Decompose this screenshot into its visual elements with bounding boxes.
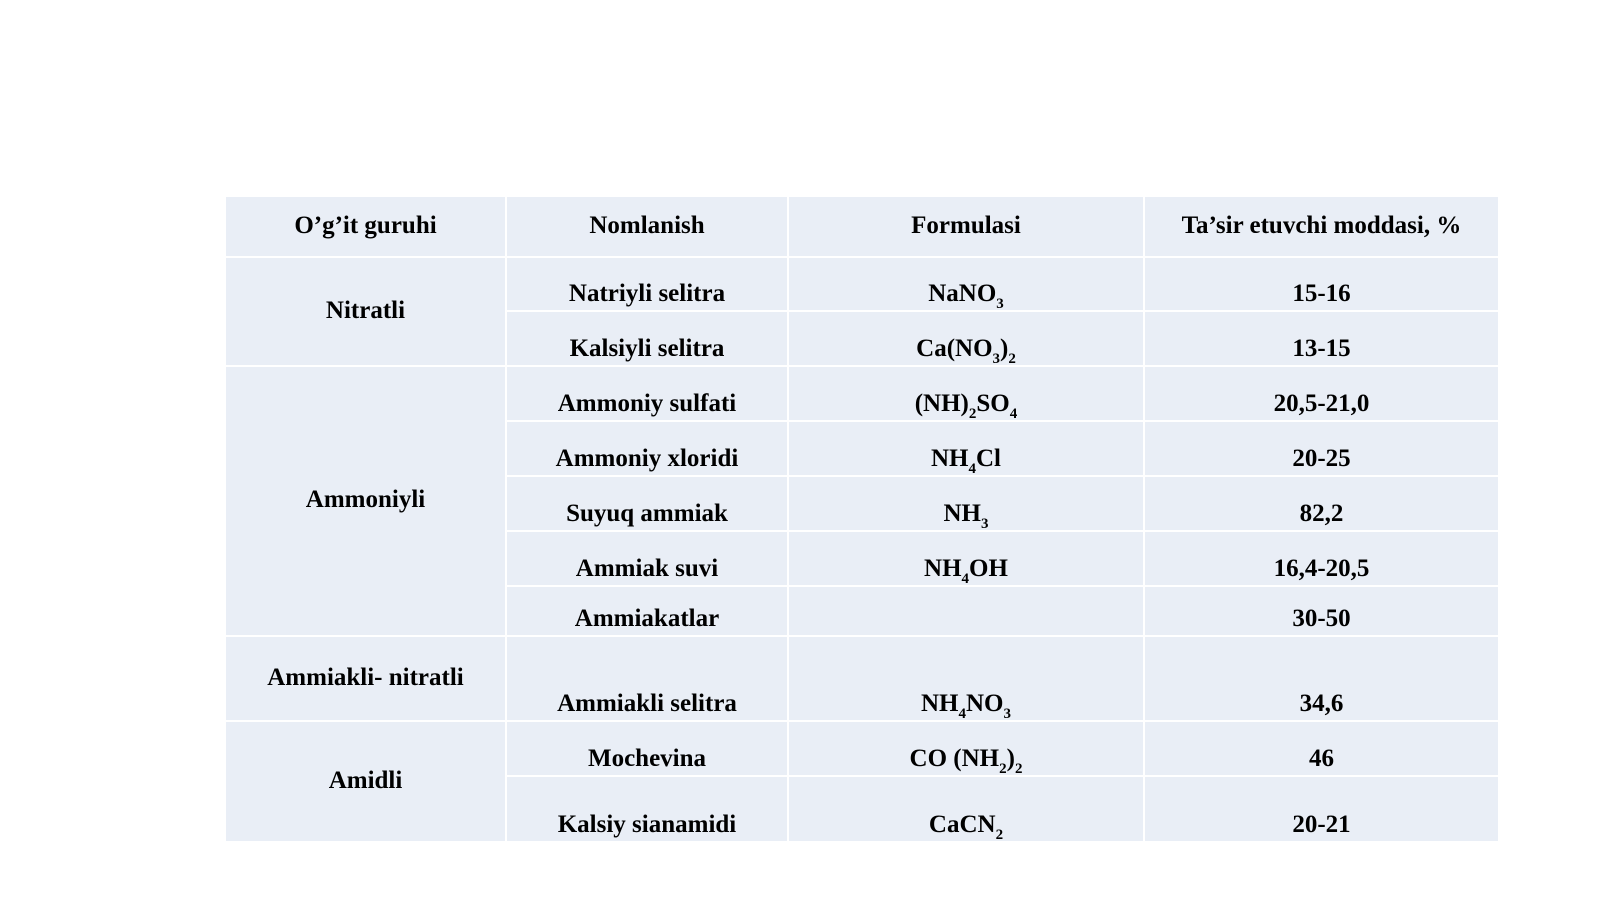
table-row [225,636,1499,721]
header-row [225,196,1499,257]
name-cell: Ammiak suvi [506,531,788,586]
formula-cell [788,586,1144,636]
formula-cell [788,636,1144,721]
formula-subscript: 4 [968,461,976,477]
formula-cell [788,257,1144,311]
group-cell: Nitratli [225,257,506,366]
formula-cell [788,421,1144,476]
name-cell: Mochevina [506,721,788,776]
formula-cell [788,721,1144,776]
formula-text: NH [924,555,962,582]
content-cell: 16,4-20,5 [1144,531,1499,586]
formula-text: NaNO [928,280,997,307]
name-cell: Ammiakli selitra [506,636,788,721]
name-cell: Ammoniy sulfati [506,366,788,421]
formula-subscript: 4 [958,706,966,722]
formula-cell [788,476,1144,531]
formula-cell [788,311,1144,366]
name-cell: Ammoniy xloridi [506,421,788,476]
formula-text: NO [966,690,1004,717]
group-cell: Amidli [225,721,506,842]
formula-text: SO [976,390,1010,417]
formula-cell [788,776,1144,842]
formula-text: CaCN [928,811,996,838]
name-cell: Ammiakatlar [506,586,788,636]
formula-subscript: 3 [992,351,1001,367]
header-name: Nomlanish [506,196,788,257]
formula-subscript: 2 [999,761,1007,777]
formula-subscript: 4 [1009,406,1018,422]
name-cell: Kalsiy sianamidi [506,776,788,842]
group-cell: Ammoniyli [225,366,506,636]
name-cell: Kalsiyli selitra [506,311,788,366]
table-row [225,366,1499,421]
fertilizer-table [224,195,1500,843]
content-cell: 82,2 [1144,476,1499,531]
content-cell: 20,5-21,0 [1144,366,1499,421]
table-row [225,257,1499,311]
formula-cell [788,366,1144,421]
name-cell: Natriyli selitra [506,257,788,311]
formula-cell [788,531,1144,586]
formula-subscript: 2 [1008,351,1016,367]
formula-subscript: 3 [996,296,1004,312]
header-formula: Formulasi [788,196,1144,257]
content-cell: 34,6 [1144,636,1499,721]
formula-text: CO (NH [909,745,1000,772]
header-group: O’g’it guruhi [225,196,506,257]
formula-subscript: 4 [961,571,970,587]
formula-text: NH [921,690,959,717]
formula-text: Ca(NO [916,335,993,362]
formula-subscript: 3 [981,516,989,532]
formula-subscript: 2 [968,406,977,422]
formula-subscript: 2 [1014,761,1023,777]
content-cell: 15-16 [1144,257,1499,311]
content-cell: 46 [1144,721,1499,776]
content-cell: 30-50 [1144,586,1499,636]
formula-text: OH [969,555,1008,582]
formula-text: NH [943,500,981,527]
formula-text: (NH) [914,390,969,417]
content-cell: 20-21 [1144,776,1499,842]
table-body [225,257,1499,842]
formula-text: ) [1000,335,1009,362]
formula-text: ) [1006,745,1015,772]
formula-subscript: 2 [995,827,1004,843]
formula-text: Cl [976,445,1001,472]
table-row [225,721,1499,776]
content-cell: 20-25 [1144,421,1499,476]
group-cell: Ammiakli- nitratli [225,636,506,721]
formula-text: NH [931,445,969,472]
formula-subscript: 3 [1003,706,1011,722]
header-content: Ta’sir etuvchi moddasi, % [1144,196,1499,257]
name-cell: Suyuq ammiak [506,476,788,531]
content-cell: 13-15 [1144,311,1499,366]
